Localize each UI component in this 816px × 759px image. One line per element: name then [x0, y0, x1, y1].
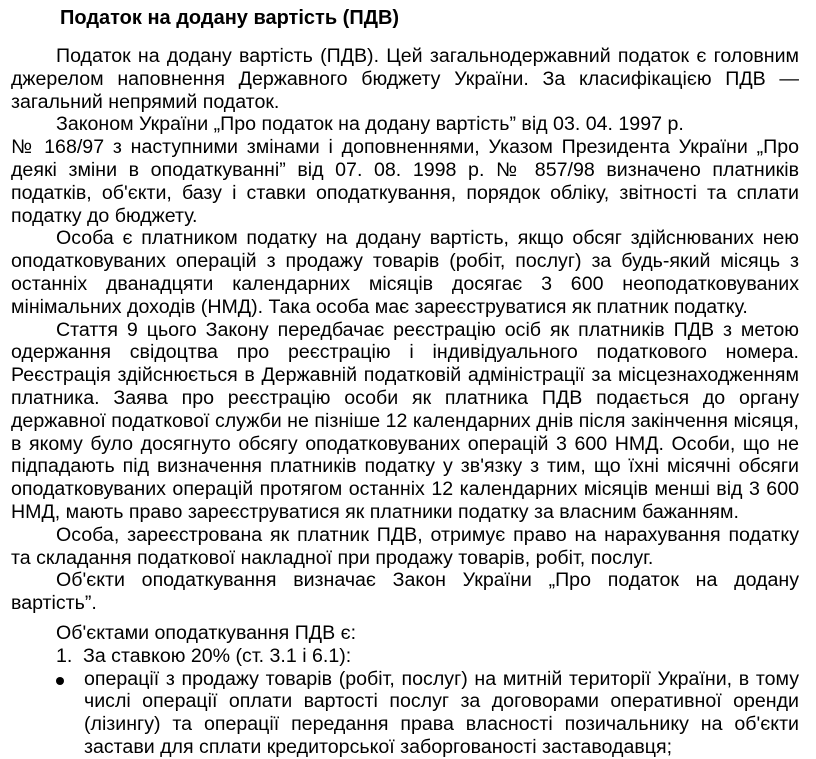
document-title: Податок на додану вартість (ПДВ): [60, 7, 400, 29]
list-intro: Об'єктами оподаткування ПДВ є:: [56, 621, 357, 644]
numbered-item-number: 1.: [56, 644, 73, 667]
bullet-dot-icon: [11, 668, 84, 759]
bullet-item: [11, 668, 799, 759]
numbered-item: [11, 645, 799, 668]
paragraph-taxpayer-definition: Особа є платником податку на додану вартість, якщо обсяг здійснюваних нею оподатковуваних операцій з продажу товарів (робіт, послуг) за будь-який місяць з останніх дванадцяти календарних місяців досягає 3 600 неоподатковуваних мінімальних доходів (НМД). Така особа має зареєструватися як платник податку.: [11, 227, 799, 318]
paragraph-law-reference: Законом України „Про податок на додану вартість” від 03. 04. 1997 р.: [56, 113, 684, 136]
paragraph-law-details: № 168/97 з наступними змінами і доповненнями, Указом Президента України „Про деякі зміни в оподаткуванні” від 07. 08. 1998 р. № 857/98 визначено платників податків, об'єкти, базу і ставки оподаткування, порядок обліку, звітності та сплати податку до бюджету.: [11, 136, 799, 227]
document-page: [11, 0, 799, 759]
paragraph-intro: Податок на додану вартість (ПДВ). Цей загальнодержавний податок є головним джерелом наповнення Державного бюджету України. За класифікацією ПДВ — загальний непрямий податок.: [11, 45, 799, 113]
paragraph-objects: Об'єкти оподаткування визначає Закон України „Про податок на додану вартість”.: [11, 569, 799, 615]
numbered-item-text: За ставкою 20% (ст. 3.1 і 6.1):: [83, 644, 352, 667]
paragraph-registration: Стаття 9 цього Закону передбачає реєстрацію осіб як платників ПДВ з метою одержання свідоцтва про реєстрацію і індивідуального податкового номера. Реєстрація здійснюється в Державній податковій адміністрації за місцезнаходженням платника. Заява про реєстрацію особи як платника ПДВ подається до органу державної податкової служби не пізніше 12 календарних днів після закінчення місяця, в якому було досягнуто обсягу оподатковуваних операцій 3 600 НМД. Особи, що не підпадають під визначення платників податку у зв'язку з тим, що їхні місячні обсяги оподатковуваних операцій протягом останніх 12 календарних місяців менші від 3 600 НМД, мають право зареєструватися як платники податку за власним бажанням.: [11, 318, 799, 523]
paragraph-rights: Особа, зареєстрована як платник ПДВ, отримує право на нарахування податку та складання податкової накладної при продажу товарів, робіт, послуг.: [11, 523, 799, 569]
bullet-item-text: операції з продажу товарів (робіт, послуг) на митній території України, в тому числі операції оплати вартості послуг за договорами оперативної оренди (лізингу) та операції передання права власності позичальнику на об'єкти застави для сплати кредиторської заборгованості заставодавця;: [84, 667, 799, 758]
